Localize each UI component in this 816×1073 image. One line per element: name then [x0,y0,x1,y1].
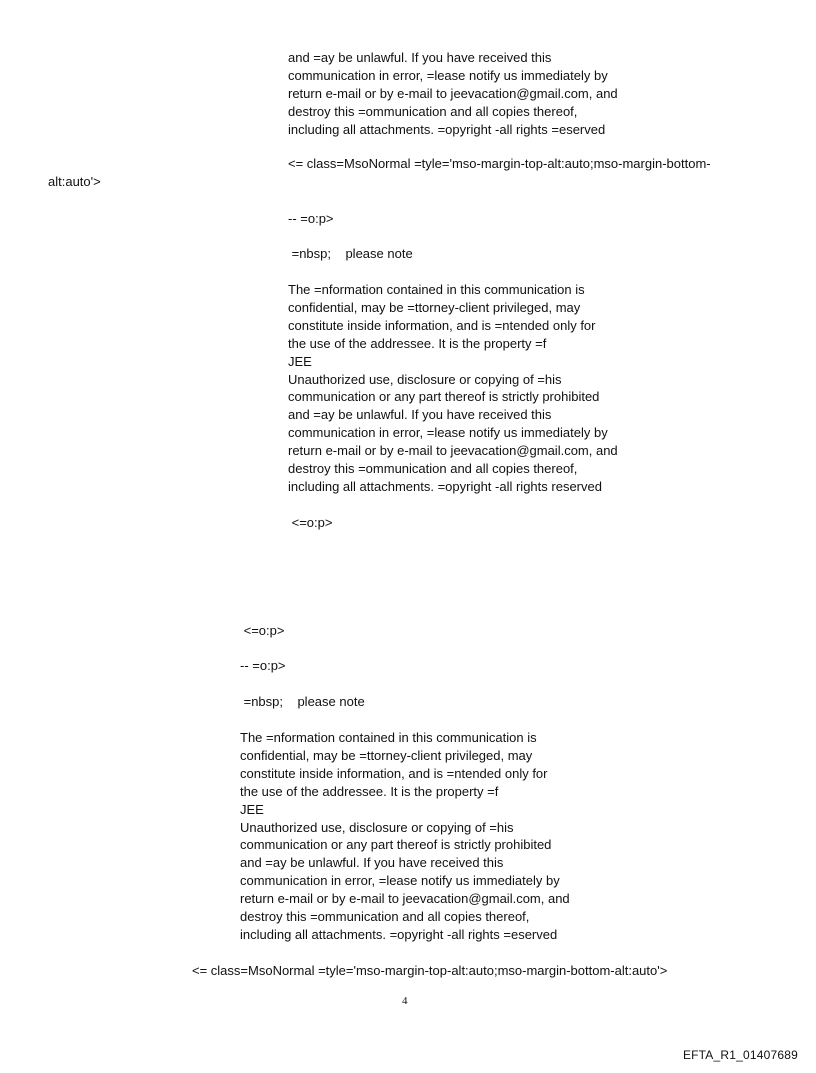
disclaimer-paragraph-1 [288,49,618,139]
page-number: 4 [402,995,408,1007]
op-close-tag: <=o:p> [288,515,333,530]
text-line: destroy this =ommunication and all copies thereof, [288,103,578,119]
text-line: Unauthorized use, disclosure or copying of =his [240,819,514,835]
text-line: communication in error, =lease notify us immediately by [288,425,608,441]
text-line: and =ay be unlawful. If you have received this [240,855,504,871]
disclaimer-paragraph-3 [240,729,570,944]
op-open-tag: <=o:p> [240,623,285,638]
text-line: confidential, may be =ttorney-client privileged, may [288,299,581,315]
text-line: destroy this =ommunication and all copies thereof, [240,909,530,925]
text-line: return e-mail or by e-mail to jeevacation@gmail.com, and [240,891,570,907]
text-line: including all attachments. =opyright -all rights =eserved [240,926,558,942]
text-line: communication in error, =lease notify us immediately by [288,67,608,83]
text-line: confidential, may be =ttorney-client privileged, may [240,747,533,763]
op-tag: -- =o:p> [288,211,334,226]
text-line: and =ay be unlawful. If you have received this [288,50,552,65]
please-note-line: =nbsp; please note [288,246,413,261]
text-line: Unauthorized use, disclosure or copying of =his [288,371,562,387]
text-line: including all attachments. =opyright -all rights reserved [288,478,602,494]
text-line: communication or any part thereof is strictly prohibited [288,389,600,405]
text-line: the use of the addressee. It is the property =f [288,335,547,351]
text-line: constitute inside information, and is =ntended only for [288,317,596,333]
text-line: The =nformation contained in this communication is [288,282,585,297]
text-line: communication or any part thereof is strictly prohibited [240,837,552,853]
text-line: communication in error, =lease notify us immediately by [240,873,560,889]
msonormal-tag-line: <= class=MsoNormal =tyle='mso-margin-top-alt:auto;mso-margin-bottom-alt:auto'> [192,963,668,978]
document-id: EFTA_R1_01407689 [682,1048,798,1062]
text-line: return e-mail or by e-mail to jeevacation@gmail.com, and [288,443,618,459]
text-line: return e-mail or by e-mail to jeevacation@gmail.com, and [288,85,618,101]
text-line: JEE [288,353,312,369]
msonormal-tag-line-2: alt:auto'> [48,174,101,189]
text-line: and =ay be unlawful. If you have received this [288,407,552,423]
text-line: the use of the addressee. It is the property =f [240,783,499,799]
disclaimer-paragraph-2 [288,281,618,496]
text-line: including all attachments. =opyright -all rights =eserved [288,121,606,137]
text-line: JEE [240,801,264,817]
text-line: destroy this =ommunication and all copies thereof, [288,461,578,477]
please-note-line: =nbsp; please note [240,694,365,709]
text-line: The =nformation contained in this communication is [240,730,537,745]
msonormal-tag-line-1: <= class=MsoNormal =tyle='mso-margin-top-alt:auto;mso-margin-bottom- [288,156,711,171]
op-tag: -- =o:p> [240,658,286,673]
text-line: constitute inside information, and is =ntended only for [240,765,548,781]
